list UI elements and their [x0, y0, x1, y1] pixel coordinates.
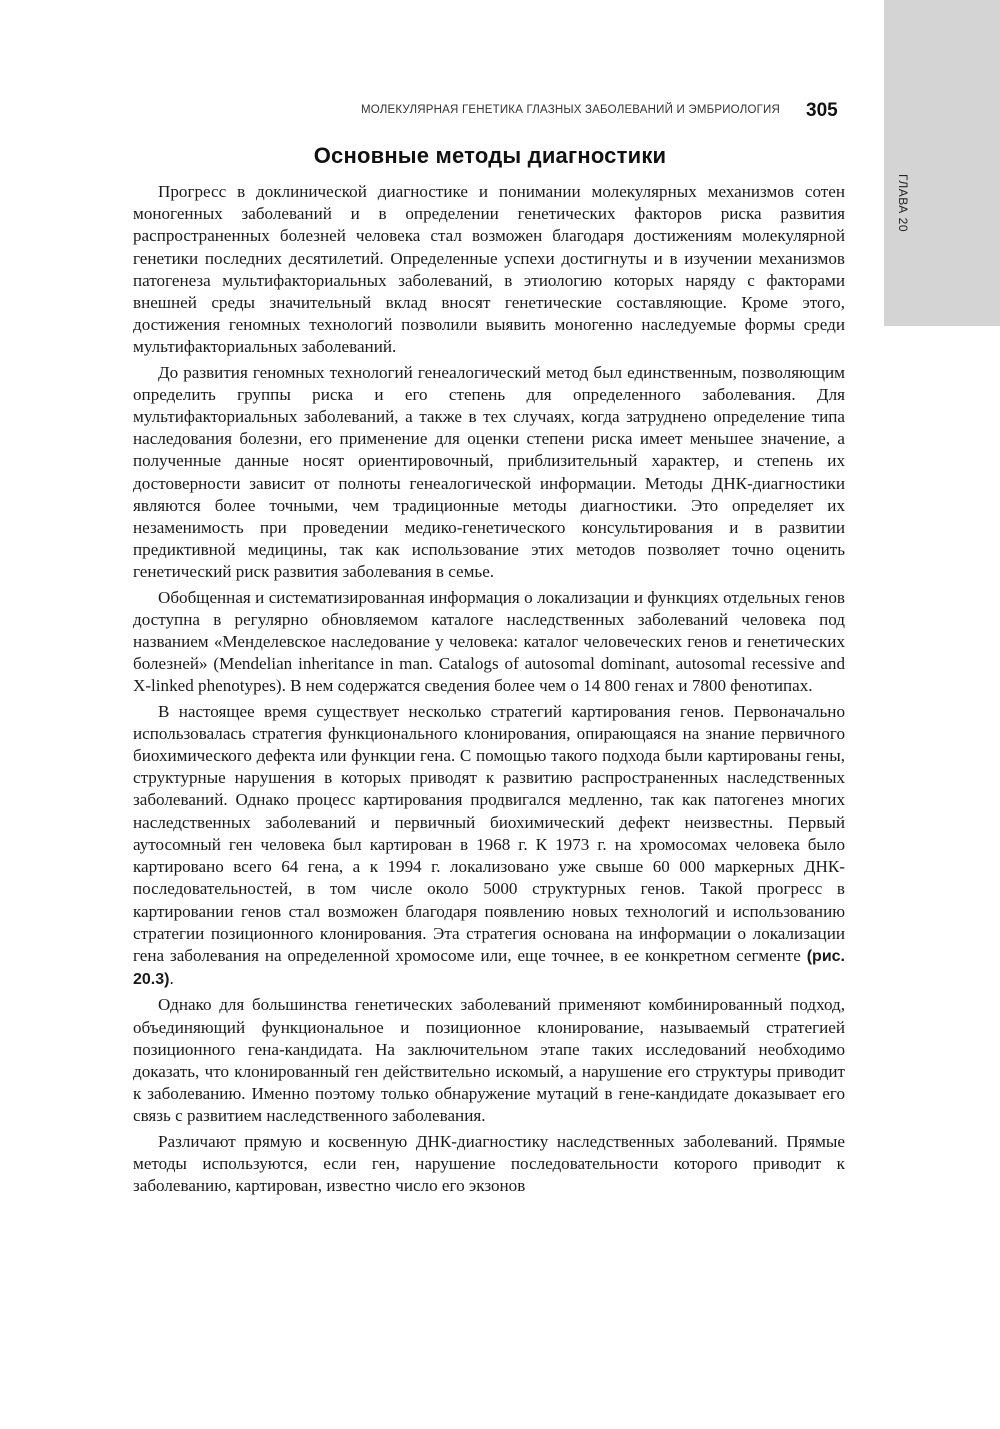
page-number: 305: [806, 100, 838, 121]
figure-reference[interactable]: (рис. 20.3): [133, 947, 845, 989]
section-title: Основные методы диагностики: [313, 143, 667, 168]
paragraph-3: Обобщенная и систематизированная информация о локализации и функциях отдельных генов доступна в регулярно обновляемом каталоге наследственных заболеваний человека под названием «Менделевское наследование у человека: каталог человеческих генов и генетических болезней» (Mendelian inheritance in man. Catalogs of autosomal dominant, autosomal recessive and X-linked phenotypes). В нем содержатся сведения более чем о 14 800 генах и 7800 фенотипах.: [133, 587, 845, 696]
paragraph-4-text: В настоящее время существует несколько стратегий картирования генов. Первоначально использовалась стратегия функционального клонирования, опирающаяся на знание первичного биохимического дефекта или функции гена. С помощью такого подхода были картированы гены, структурные нарушения в которых приводят к развитию распространенных наследственных заболеваний. Однако процесс картирования продвигался медленно, так как патогенез многих наследственных заболеваний и первичный биохимический дефект неизвестны. Первый аутосомный ген человека был картирован в 1968 г. К 1973 г. на хромосомах человека было картировано всего 64 гена, а к 1994 г. локализовано уже свыше 60 000 маркерных ДНК-последовательностей, в том числе около 5000 структурных генов. Такой прогресс в картировании генов стал возможен благодаря появлению новых технологий и использованию стратегии позиционного клонирования. Эта стратегия основана на информации о локализации гена заболевания на определенной хромосоме или, еще точнее, в ее конкретном сегменте: [133, 701, 845, 965]
paragraph-4-end: .: [169, 969, 174, 989]
body-text: [133, 181, 845, 1197]
paragraph-5: Однако для большинства генетических заболеваний применяют комбинированный подход, объединяющий функциональное и позиционное клонирование, называемый стратегией позиционного гена-кандидата. На заключительном этапе таких исследований необходимо доказать, что клонированный ген действительно искомый, а нарушение его структуры приводит к заболеванию. Именно поэтому только обнаружение мутаций в гене-кандидате доказывает его связь с развитием наследственного заболевания.: [133, 995, 845, 1126]
paragraph-2: До развития геномных технологий генеалогический метод был единственным, позволяющим определить группы риска и его степень для определенного заболевания. Для мультифакториальных заболеваний, а также в тех случаях, когда затруднено определение типа наследования болезни, его применение для оценки степени риска имеет меньшее значение, а полученные данные носят ориентировочный, приблизительный характер, и степень их достоверности зависит от полноты генеалогической информации. Методы ДНК-диагностики являются более точными, чем традиционные методы диагностики. Это определяет их незаменимость при проведении медико-генетического консультирования и в развитии предиктивной медицины, так как использование этих методов позволяет точно оценить генетический риск развития заболевания в семье.: [133, 362, 845, 582]
chapter-label: ГЛАВА 20: [896, 174, 910, 232]
paragraph-1: Прогресс в доклинической диагностике и понимании молекулярных механизмов сотен моногенных заболеваний и в определении генетических факторов риска развития распространенных болезней человека стал возможен благодаря достижениям молекулярной генетики последних десятилетий. Определенные успехи достигнуты и в изучении механизмов патогенеза мультифакториальных заболеваний, в этиологию которых наряду с факторами внешней среды значительный вклад вносят генетические составляющие. Кроме этого, достижения геномных технологий позволили выявить моногенно наследуемые формы среди мультифакториальных заболеваний.: [133, 182, 845, 357]
paragraph-4: [133, 701, 845, 992]
running-head: МОЛЕКУЛЯРНАЯ ГЕНЕТИКА ГЛАЗНЫХ ЗАБОЛЕВАНИЙ И ЭМБРИОЛОГИЯ: [360, 104, 780, 116]
paragraph-6: Различают прямую и косвенную ДНК-диагностику наследственных заболеваний. Прямые методы используются, если ген, нарушение последовательности которого приводит к заболеванию, картирован, известно число его экзонов: [133, 1131, 845, 1195]
